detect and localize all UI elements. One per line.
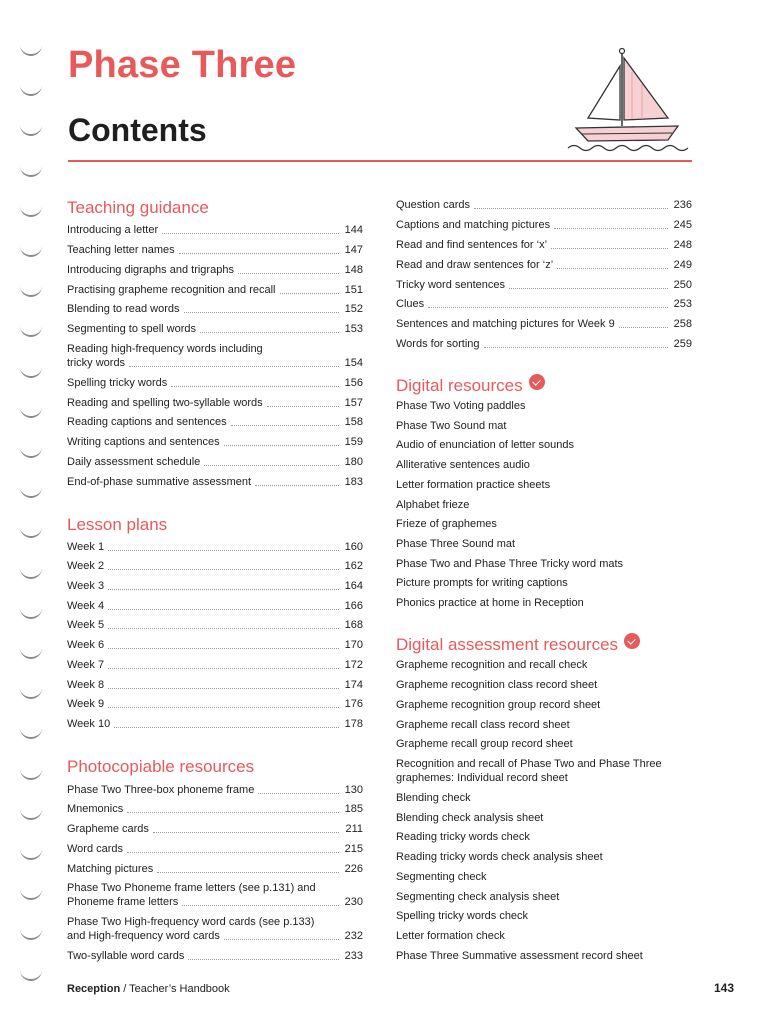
sailboat-illustration <box>560 44 692 152</box>
toc-entry-label: Teaching letter names <box>67 244 175 256</box>
resource-item[interactable]: Phase Three Sound mat <box>396 538 516 550</box>
binding-ring <box>20 446 42 458</box>
toc-entry-label: Reading and spelling two-syllable words <box>67 397 263 409</box>
resource-item[interactable]: Grapheme recognition group record sheet <box>396 699 601 711</box>
resource-item[interactable]: Audio of enunciation of letter sounds <box>396 439 574 451</box>
binding-ring <box>20 928 42 940</box>
toc-entry[interactable] <box>67 559 363 573</box>
toc-entry-page: 156 <box>344 377 363 389</box>
resource-item[interactable]: Phase Two Voting paddles <box>396 400 526 412</box>
toc-entry[interactable] <box>67 822 363 836</box>
toc-entry-label: Clues <box>396 298 425 310</box>
toc-entry-label: Spelling tricky words <box>67 377 168 389</box>
dot-leader <box>231 425 339 426</box>
dot-leader <box>171 386 339 387</box>
toc-entry-label: Phase Two Phoneme frame letters (see p.131) and <box>67 882 316 894</box>
footer-book-bold: Reception <box>67 983 121 995</box>
footer-book-rest: Teacher’s Handbook <box>129 983 230 995</box>
binding-ring <box>20 888 42 900</box>
section-lesson-plans: Lesson plans <box>67 515 168 534</box>
section-digital-resources <box>396 374 545 396</box>
resource-item[interactable]: Picture prompts for writing captions <box>396 577 568 589</box>
toc-entry[interactable] <box>67 322 363 336</box>
toc-entry[interactable] <box>67 579 363 593</box>
toc-entry-page: 248 <box>673 239 692 251</box>
dot-leader <box>551 248 668 249</box>
toc-entry-page: 164 <box>344 580 363 592</box>
resource-item[interactable]: Segmenting check <box>396 871 487 883</box>
toc-entry-page: 152 <box>344 303 363 315</box>
toc-entry-label: Phoneme frame letters <box>67 896 179 908</box>
binding-ring <box>20 366 42 378</box>
toc-entry-label: Words for sorting <box>396 338 480 350</box>
dot-leader <box>224 939 339 940</box>
resource-item[interactable]: graphemes: Individual record sheet <box>396 772 568 784</box>
toc-entry-page: 154 <box>344 357 363 369</box>
toc-entry[interactable] <box>67 862 363 876</box>
dot-leader <box>188 959 339 960</box>
toc-entry-page: 180 <box>344 456 363 468</box>
toc-entry-label: Segmenting to spell words <box>67 323 197 335</box>
dot-leader <box>280 293 339 294</box>
toc-entry-page: 250 <box>673 279 692 291</box>
dot-leader <box>157 872 339 873</box>
toc-entry-page: 258 <box>673 318 692 330</box>
binding-ring <box>20 84 42 96</box>
toc-entry-page: 176 <box>344 698 363 710</box>
contents-heading: Contents <box>68 112 207 148</box>
dot-leader <box>182 905 339 906</box>
dot-leader <box>108 688 339 689</box>
toc-entry-label: and High-frequency word cards <box>67 930 220 942</box>
resource-item[interactable]: Phonics practice at home in Reception <box>396 597 584 609</box>
binding-ring <box>20 727 42 739</box>
toc-entry-page: 147 <box>344 244 363 256</box>
toc-entry[interactable] <box>67 881 363 909</box>
toc-entry-label: Phase Two Three-box phoneme frame <box>67 784 255 796</box>
resource-item[interactable]: Grapheme recall group record sheet <box>396 738 573 750</box>
dot-leader <box>224 445 339 446</box>
header-divider <box>68 160 692 162</box>
toc-entry-label: Practising grapheme recognition and recall <box>67 284 276 296</box>
toc-entry[interactable] <box>67 599 363 613</box>
toc-entry-page: 157 <box>344 397 363 409</box>
binding-ring <box>20 607 42 619</box>
toc-entry[interactable] <box>67 475 363 489</box>
toc-entry-page: 232 <box>344 930 363 942</box>
toc-entry-page: 185 <box>344 803 363 815</box>
toc-entry-label: Introducing a letter <box>67 224 159 236</box>
dot-leader <box>114 727 339 728</box>
resource-item[interactable]: Blending check analysis sheet <box>396 812 544 824</box>
toc-entry-label: Tricky word sentences <box>396 279 506 291</box>
toc-entry[interactable] <box>67 638 363 652</box>
dot-leader <box>255 485 339 486</box>
dot-leader <box>108 569 339 570</box>
toc-entry-page: 253 <box>673 298 692 310</box>
toc-entry-page: 153 <box>344 323 363 335</box>
toc-entry-page: 245 <box>673 219 692 231</box>
toc-entry-label: Week 4 <box>67 600 105 612</box>
resource-item[interactable]: Alphabet frieze <box>396 499 470 511</box>
dot-leader <box>108 589 339 590</box>
toc-entry-page: 166 <box>344 600 363 612</box>
dot-leader <box>108 707 339 708</box>
toc-entry-label: End-of-phase summative assessment <box>67 476 252 488</box>
binding-ring <box>20 44 42 56</box>
toc-entry-page: 158 <box>344 416 363 428</box>
toc-entry-label: Phase Two High-frequency word cards (see p.133) <box>67 916 315 928</box>
dot-leader <box>557 268 668 269</box>
toc-entry[interactable] <box>67 283 363 297</box>
binding-ring <box>20 567 42 579</box>
toc-entry[interactable] <box>396 238 692 252</box>
toc-entry[interactable] <box>67 455 363 469</box>
resource-item[interactable]: Letter formation check <box>396 930 505 942</box>
toc-entry[interactable] <box>396 198 692 212</box>
toc-entry[interactable] <box>67 396 363 410</box>
binding-ring <box>20 406 42 418</box>
toc-entry[interactable] <box>67 415 363 429</box>
dot-leader <box>108 609 339 610</box>
toc-entry-label: Matching pictures <box>67 863 154 875</box>
download-icon <box>529 374 545 390</box>
toc-entry[interactable] <box>67 842 363 856</box>
binding-ring <box>20 848 42 860</box>
toc-entry[interactable] <box>67 658 363 672</box>
binding-ring <box>20 526 42 538</box>
toc-entry-page: 230 <box>344 896 363 908</box>
toc-entry-page: 215 <box>344 843 363 855</box>
toc-entry[interactable] <box>396 337 692 351</box>
dot-leader <box>484 347 668 348</box>
toc-entry[interactable] <box>67 223 363 237</box>
footer-separator: / <box>123 983 127 995</box>
toc-entry-page: 151 <box>344 284 363 296</box>
dot-leader <box>554 228 668 229</box>
toc-entry[interactable] <box>396 218 692 232</box>
toc-entry-label: Mnemonics <box>67 803 124 815</box>
toc-entry[interactable] <box>396 258 692 272</box>
toc-entry-page: 160 <box>344 541 363 553</box>
toc-entry-page: 159 <box>344 436 363 448</box>
dot-leader <box>129 366 339 367</box>
digital-assessment-label: Digital assessment resources <box>396 635 619 654</box>
toc-entry-label: Writing captions and sentences <box>67 436 220 448</box>
resource-item[interactable]: Phase Two Sound mat <box>396 420 507 432</box>
section-teaching-guidance: Teaching guidance <box>67 198 209 217</box>
binding-ring <box>20 245 42 257</box>
resource-item[interactable]: Phase Three Summative assessment record sheet <box>396 950 643 962</box>
binding-ring <box>20 808 42 820</box>
toc-entry[interactable] <box>67 697 363 711</box>
toc-entry[interactable] <box>67 435 363 449</box>
toc-entry-label: Reading captions and sentences <box>67 416 227 428</box>
toc-entry-page: 249 <box>673 259 692 271</box>
resource-item[interactable]: Grapheme recognition and recall check <box>396 659 588 671</box>
toc-entry[interactable] <box>396 317 692 331</box>
toc-entry-label: Week 3 <box>67 580 105 592</box>
toc-entry-label: tricky words <box>67 357 126 369</box>
dot-leader <box>153 832 339 833</box>
toc-entry-label: Question cards <box>396 199 470 211</box>
dot-leader <box>108 628 339 629</box>
dot-leader <box>238 273 339 274</box>
toc-entry[interactable] <box>67 243 363 257</box>
toc-entry-page: 233 <box>344 950 363 962</box>
toc-entry-label: Week 1 <box>67 541 105 553</box>
dot-leader <box>619 327 668 328</box>
resource-item[interactable]: Blending check <box>396 792 471 804</box>
toc-entry-label: Daily assessment schedule <box>67 456 201 468</box>
dot-leader <box>162 233 339 234</box>
dot-leader <box>179 253 339 254</box>
download-icon <box>624 633 640 649</box>
resource-item[interactable]: Phase Two and Phase Three Tricky word mats <box>396 558 624 570</box>
binding-ring <box>20 165 42 177</box>
toc-entry[interactable] <box>67 915 363 943</box>
toc-entry-label: Week 7 <box>67 659 105 671</box>
dot-leader <box>108 648 339 649</box>
binding-ring <box>20 768 42 780</box>
binding-ring <box>20 969 42 981</box>
toc-entry-label: Blending to read words <box>67 303 180 315</box>
dot-leader <box>258 793 339 794</box>
toc-entry[interactable] <box>67 717 363 731</box>
toc-entry-page: 168 <box>344 619 363 631</box>
resource-item[interactable]: Alliterative sentences audio <box>396 459 530 471</box>
toc-entry[interactable] <box>67 783 363 797</box>
dot-leader <box>267 406 339 407</box>
dot-leader <box>127 852 339 853</box>
toc-entry-label: Word cards <box>67 843 124 855</box>
binding-ring <box>20 486 42 498</box>
toc-entry-page: 144 <box>344 224 363 236</box>
toc-entry[interactable] <box>67 376 363 390</box>
resource-item[interactable]: Spelling tricky words check <box>396 910 529 922</box>
toc-entry-label: Week 10 <box>67 718 111 730</box>
binding-ring <box>20 205 42 217</box>
binding-ring <box>20 285 42 297</box>
toc-entry-label: Sentences and matching pictures for Week 9 <box>396 318 615 330</box>
toc-entry-page: 172 <box>344 659 363 671</box>
toc-entry[interactable] <box>67 802 363 816</box>
toc-entry-page: 162 <box>344 560 363 572</box>
page-number: 143 <box>714 981 735 995</box>
toc-entry-label: Read and find sentences for ‘x’ <box>396 239 548 251</box>
dot-leader <box>108 550 339 551</box>
toc-entry[interactable] <box>67 540 363 554</box>
section-photocopiable-resources: Photocopiable resources <box>67 757 255 776</box>
resource-item[interactable]: Grapheme recall class record sheet <box>396 719 570 731</box>
resource-item[interactable]: Reading tricky words check <box>396 831 530 843</box>
toc-entry-label: Week 8 <box>67 679 105 691</box>
toc-entry[interactable] <box>67 949 363 963</box>
toc-entry[interactable] <box>67 618 363 632</box>
toc-entry-label: Reading high-frequency words including <box>67 343 263 355</box>
toc-entry-label: Captions and matching pictures <box>396 219 551 231</box>
toc-entry-page: 130 <box>344 784 363 796</box>
toc-entry-page: 183 <box>344 476 363 488</box>
toc-entry[interactable] <box>396 278 692 292</box>
toc-entry-label: Two-syllable word cards <box>67 950 185 962</box>
digital-resources-label: Digital resources <box>396 376 523 395</box>
page-title: Phase Three <box>68 44 297 86</box>
toc-entry-page: 174 <box>344 679 363 691</box>
binding-ring <box>20 325 42 337</box>
resource-item[interactable]: Recognition and recall of Phase Two and Phase Three <box>396 758 662 770</box>
toc-entry[interactable] <box>67 263 363 277</box>
toc-entry-label: Grapheme cards <box>67 823 149 835</box>
resource-item[interactable]: Letter formation practice sheets <box>396 479 551 491</box>
footer-book-title <box>67 983 230 995</box>
toc-entry-page: 211 <box>345 823 363 835</box>
toc-entry[interactable] <box>67 342 363 370</box>
toc-entry-label: Week 9 <box>67 698 105 710</box>
resource-item[interactable]: Segmenting check analysis sheet <box>396 891 560 903</box>
toc-entry-label: Read and draw sentences for ‘z’ <box>396 259 554 271</box>
dot-leader <box>428 307 668 308</box>
toc-entry[interactable] <box>396 297 692 311</box>
dot-leader <box>127 812 339 813</box>
section-digital-assessment-resources <box>396 633 640 655</box>
toc-entry-page: 226 <box>344 863 363 875</box>
dot-leader <box>184 312 339 313</box>
resource-item[interactable]: Grapheme recognition class record sheet <box>396 679 598 691</box>
toc-entry[interactable] <box>67 678 363 692</box>
toc-entry-label: Week 2 <box>67 560 105 572</box>
dot-leader <box>108 668 339 669</box>
dot-leader <box>509 288 668 289</box>
resource-item[interactable]: Frieze of graphemes <box>396 518 497 530</box>
toc-entry-page: 170 <box>344 639 363 651</box>
binding-ring <box>20 687 42 699</box>
toc-entry-page: 148 <box>344 264 363 276</box>
dot-leader <box>204 465 339 466</box>
toc-entry-label: Introducing digraphs and trigraphs <box>67 264 234 276</box>
dot-leader <box>474 208 668 209</box>
toc-entry-label: Week 6 <box>67 639 105 651</box>
toc-entry-label: Week 5 <box>67 619 105 631</box>
binding-ring <box>20 124 42 136</box>
binding-ring <box>20 647 42 659</box>
resource-item[interactable]: Reading tricky words check analysis sheet <box>396 851 603 863</box>
spiral-binding <box>14 0 44 1024</box>
toc-entry-page: 236 <box>673 199 692 211</box>
toc-entry[interactable] <box>67 302 363 316</box>
dot-leader <box>200 332 339 333</box>
toc-entry-page: 178 <box>344 718 363 730</box>
toc-entry-page: 259 <box>673 338 692 350</box>
